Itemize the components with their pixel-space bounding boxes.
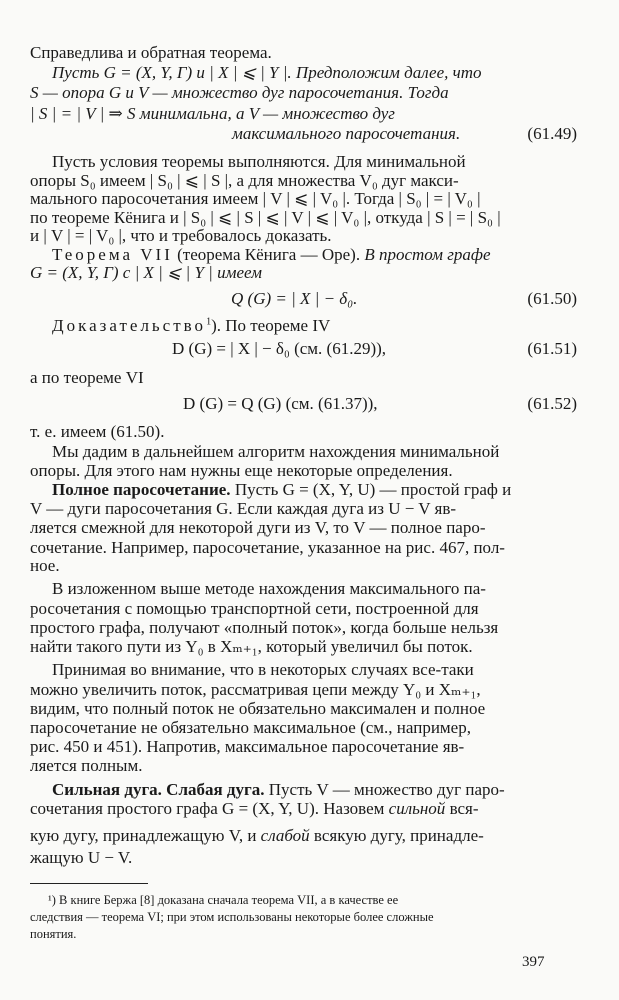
paragraph-line: V — дуги паросочетания G. Если каждая дуга из U − V яв- [30, 499, 457, 519]
paragraph-line [30, 799, 479, 819]
theorem-attribution: (теорема Кёнига — Оре). [177, 244, 361, 264]
equation: D (G) = | X | − δ₀ (см. (61.29)), [172, 338, 387, 358]
equation-number: (61.52) [527, 394, 577, 414]
equation: D (G) = Q (G) (см. (61.37)), [183, 394, 378, 414]
paragraph-line: рис. 450 и 451). Напротив, максимальное паросочетание яв- [30, 737, 465, 757]
theorem-line: максимального паросочетания. [232, 124, 461, 144]
proof-text: ). По теореме IV [211, 315, 331, 335]
paragraph-line: Пусть условия теоремы выполняются. Для минимальной [52, 151, 466, 171]
equation-number: (61.51) [527, 338, 577, 358]
footnote-line: понятия. [30, 927, 77, 941]
text-run: кую дугу, принадлежащую V, и [30, 826, 261, 845]
paragraph-line: сочетание. Например, паросочетание, указанное на рис. 467, пол- [30, 537, 505, 557]
footnote-marker: 1 [206, 315, 212, 327]
italic-term: слабой [260, 826, 310, 845]
paragraph-line: опоры S₀ имеем | S₀ | ⩽ | S |, а для множества V₀ дуг макси- [30, 171, 459, 191]
paragraph-line: видим, что полный поток не обязательно максимален и полное [30, 698, 486, 718]
text-run: сочетания простого графа G = (X, Y, U). Назовем [30, 799, 389, 819]
paragraph-line: росочетания с помощью транспортной сети, построенной для [30, 598, 479, 618]
paragraph-line: паросочетание не обязательно максимальное (см., например, [30, 718, 471, 738]
theorem-line: Пусть G = (X, Y, Γ) и | X | ⩽ | Y |. Предположим далее, что [52, 63, 482, 83]
theorem-heading-line [52, 245, 490, 265]
paragraph-line: и | V | = | V₀ |, что и требовалось доказать. [30, 226, 332, 246]
equation-number: (61.49) [527, 124, 577, 144]
paragraph-line: найти такого пути из Y₀ в Xₘ₊₁, который увеличил бы поток. [30, 637, 473, 657]
page-number: 397 [522, 954, 545, 970]
theorem-line: S — опора G и V — множество дуг паросочетания. Тогда [30, 82, 449, 102]
paragraph-line: Принимая во внимание, что в некоторых случаях все-таки [52, 660, 474, 680]
theorem-line: G = (X, Y, Γ) с | X | ⩽ | Y | имеем [30, 262, 262, 282]
paragraph-line: по теореме Кёнига и | S₀ | ⩽ | S | ⩽ | V | ⩽ | V₀ |, откуда | S | = | S₀ | [30, 207, 501, 227]
proof-line [52, 316, 330, 336]
text-run: всякую дугу, принадле- [309, 826, 484, 845]
paragraph-line: Мы дадим в дальнейшем алгоритм нахождения минимальной [52, 441, 500, 461]
paragraph-line: жащую U − V. [30, 848, 133, 867]
definition-heading: Полное паросочетание. [52, 480, 231, 500]
footnote-rule [30, 883, 148, 884]
paragraph-line [30, 826, 484, 846]
definition-text: Пусть V — множество дуг паро- [264, 779, 505, 799]
theorem-heading: Теорема VII [52, 244, 173, 264]
paragraph-line: можно увеличить поток, рассматривая цепи между Y₀ и Xₘ₊₁, [30, 679, 481, 699]
definition-text: Пусть G = (X, Y, U) — простой граф и [230, 480, 512, 500]
theorem-line: | S | = | V | ⇒ S минимальна, а V — множество дуг [30, 104, 395, 124]
text-line: т. е. имеем (61.50). [30, 422, 165, 442]
paragraph-line: ляется смежной для некоторой дуги из V, то V — полное паро- [30, 518, 486, 538]
text-line: Справедлива и обратная теорема. [30, 43, 272, 63]
definition-line [52, 480, 511, 500]
footnote-line: ¹) В книге Бержа [8] доказана сначала теорема VII, а в качестве ее [48, 893, 399, 907]
text-run: вся- [445, 799, 479, 819]
equation: Q (G) = | X | − δ₀. [231, 288, 358, 308]
paragraph-line: простого графа, получают «полный поток», когда больше нельзя [30, 617, 499, 637]
paragraph-line: ляется полным. [30, 756, 143, 776]
equation-number: (61.50) [527, 288, 577, 308]
paragraph-line: ное. [30, 556, 60, 576]
paragraph-line: В изложенном выше методе нахождения максимального па- [52, 579, 486, 599]
text-line: а по теореме VI [30, 368, 144, 388]
paragraph-line: мального паросочетания имеем | V | ⩽ | V₀ |. Тогда | S₀ | = | V₀ | [30, 189, 481, 209]
paragraph-line: опоры. Для этого нам нужны еще некоторые определения. [30, 460, 453, 480]
italic-term: сильной [388, 799, 446, 819]
definition-heading: Сильная дуга. Слабая дуга. [52, 779, 265, 799]
theorem-text: В простом графе [364, 244, 491, 264]
proof-heading: Доказательство [52, 315, 207, 335]
footnote-line: следствия — теорема VI; при этом использованы некоторые более сложные [30, 910, 434, 924]
definition-line [52, 780, 505, 800]
